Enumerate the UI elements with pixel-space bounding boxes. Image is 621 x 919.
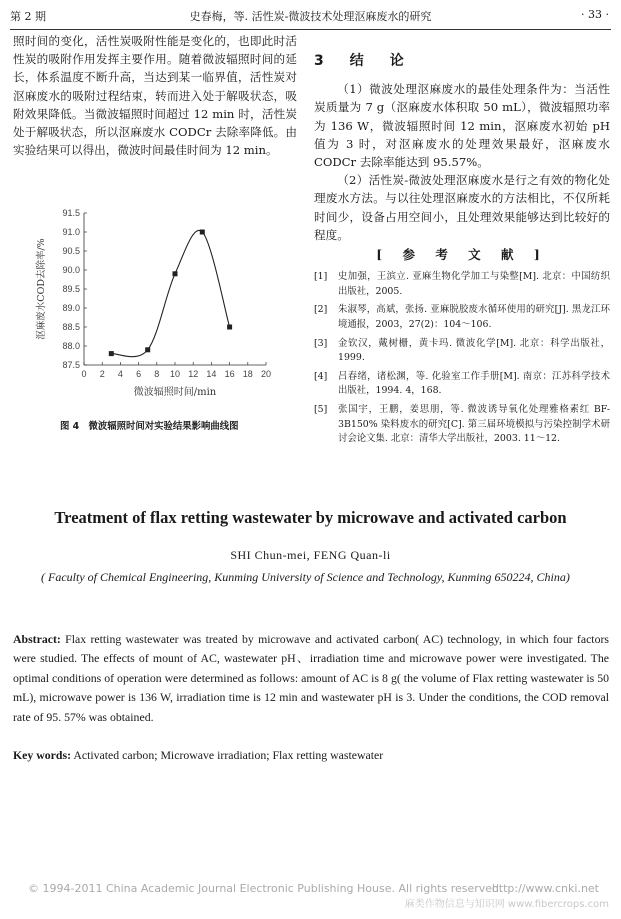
reference-item (314, 270, 610, 299)
reference-text: 吕春绪，诸松渊，等. 化验室工作手册[M]. 南京：江苏科学技术出版社，1994. 4，168. (338, 370, 610, 397)
references-heading: [ 参 考 文 献 ] (376, 247, 548, 263)
right-column (314, 52, 610, 451)
abstract-label: Abstract: (13, 632, 61, 646)
running-title: 史春梅，等. 活性炭-微波技术处理沤麻废水的研究 (189, 10, 432, 23)
page-header (10, 8, 611, 26)
reference-number: [5] (314, 403, 328, 415)
english-abstract (13, 630, 609, 727)
page-number: · 33 · (581, 8, 609, 21)
y-tick-label: 89.5 (62, 284, 80, 294)
figure-caption: 图 4 微波辐照时间对实验结果影响曲线图 (60, 421, 239, 432)
section-title: 3 结 论 (314, 53, 410, 69)
y-axis-label: 沤麻废水COD去除率/% (36, 238, 47, 340)
x-tick-label: 16 (224, 369, 235, 379)
left-column (13, 32, 297, 159)
y-tick-label: 88.0 (62, 341, 80, 351)
x-tick-label: 20 (260, 369, 272, 379)
x-tick-label: 18 (242, 369, 253, 379)
conclusion-1: （1）微波处理沤麻废水的最佳处理条件为：当活性炭质量为 7 g（沤麻废水体积取 50 mL），微波辐照功率为 136 W，微波辐照时间 12 min，沤麻废水初始 pH 值为 3 时，对沤麻废水的处理效果最好，沤麻废水 CODCr 去除率能达到 95.57%。 (314, 82, 610, 170)
figure-4-chart (30, 205, 290, 405)
conclusion-2: （2）活性炭-微波处理沤麻废水是行之有效的物化处理废水方法。与以往处理沤麻废水的方法相比，不仅所耗时间少，设备占用空间小，且处理效果能够达到比较好的程度。 (314, 173, 610, 242)
x-tick-label: 0 (81, 369, 87, 379)
reference-number: [3] (314, 337, 328, 349)
y-tick-label: 88.5 (62, 322, 80, 332)
x-tick-label: 12 (188, 369, 199, 379)
x-tick-label: 8 (154, 369, 160, 379)
y-tick-label: 90.5 (62, 246, 80, 256)
y-tick-label: 91.5 (62, 208, 80, 218)
x-axis-label: 微波辐照时间/min (133, 387, 217, 398)
data-point (109, 351, 114, 356)
reference-text: 金钦汉，戴树栅，黄卡玛. 微波化学[M]. 北京：科学出版社，1999. (338, 337, 610, 364)
data-point (173, 271, 178, 276)
x-tick-label: 14 (206, 369, 217, 379)
keywords-text: Activated carbon; Microwave irradiation; Flax retting wastewater (73, 748, 384, 762)
english-affiliation: ( Faculty of Chemical Engineering, Kunming University of Science and Technology, Kunming 650224, China) (41, 570, 570, 584)
site-watermark: 麻类作物信息与知识网 www.fibercrops.com (404, 899, 609, 910)
copyright-text: © 1994-2011 China Academic Journal Electronic Publishing House. All rights reserved. (28, 882, 503, 895)
english-authors: SHI Chun-mei, FENG Quan-li (230, 548, 391, 562)
issue-number: 第 2 期 (10, 10, 46, 23)
reference-text: 史加强，王滨立. 亚麻生物化学加工与染整[M]. 北京：中国纺织出版社，2005. (338, 271, 610, 297)
data-point (200, 230, 205, 235)
reference-list (314, 270, 610, 447)
x-tick-label: 6 (136, 369, 142, 379)
data-point (145, 347, 150, 352)
reference-number: [2] (314, 304, 328, 316)
y-tick-label: 90.0 (62, 265, 80, 275)
x-tick-label: 10 (169, 369, 181, 379)
cnki-link[interactable]: http://www.cnki.net (491, 882, 599, 895)
keywords-label: Key words: (13, 748, 71, 762)
x-tick-label: 2 (99, 369, 105, 379)
y-tick-label: 89.0 (62, 303, 80, 313)
header-rule (10, 29, 611, 30)
reference-item (314, 303, 610, 332)
english-keywords (13, 748, 609, 763)
reference-item (314, 370, 610, 399)
english-title: Treatment of flax retting wastewater by microwave and activated carbon (54, 508, 567, 527)
reference-item (314, 337, 610, 366)
data-point (227, 325, 232, 330)
reference-number: [4] (314, 370, 328, 382)
reference-text: 张国宇，王鹏，姜思朋，等. 微波诱导氧化处理雅格素红 BF-3B150% 染料废水的研究[C]. 第三届环境模拟与污染控制学术研讨会论文集. 北京：清华大学出版社，2003. 11～12. (338, 403, 610, 445)
abstract-text: Flax retting wastewater was treated by microwave and activated carbon( AC) technology, in which four factors were studied. The effects of mount of AC, wastewater pH、irradiation time and microwave power were investigated. The optimal conditions of operation were determined as follows: amount of AC is 8 g( the volume of Flax retting wastewater is 50 mL), microwave power is 136 W, irradiation time is 12 min and wastewater pH is 3. Under the conditions, the COD removal rate of 95. 57% was obtained. (13, 632, 610, 724)
copyright-footer (28, 882, 611, 895)
y-tick-label: 91.0 (62, 227, 80, 237)
x-tick-label: 4 (117, 369, 123, 379)
body-paragraph: 照时间的变化，活性炭吸附性能是变化的，也即此时活性炭的吸附作用发挥主要作用。随着微波辐照时间的延长，体系温度不断升高，当达到某一临界值，活性炭对沤麻废水的吸附过程结束，转而进入处于解吸状态，吸附效果降低。当微波辐照时间超过 12 min 时，活性炭处于解吸状态，所以沤麻废水 CODCr 去除率降低。由实验结果可以得出，微波时间最佳时间为 12 min。 (13, 34, 297, 158)
reference-number: [1] (314, 271, 328, 283)
reference-text: 朱淑琴，高斌，张扬. 亚麻脱胶废水循环使用的研究[J]. 黑龙江环境通报，2003，27(2)：104～106. (338, 304, 610, 331)
y-tick-label: 87.5 (62, 360, 80, 370)
series-line (111, 230, 229, 356)
reference-item (314, 403, 610, 447)
